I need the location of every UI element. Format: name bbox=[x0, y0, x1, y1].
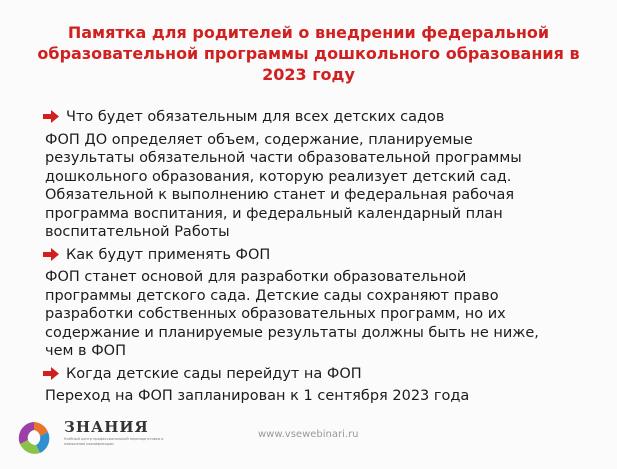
body-line: ФОП станет основой для разработки образовательной bbox=[45, 269, 467, 285]
title-line-1: Памятка для родителей о внедрении федеральной bbox=[67, 23, 550, 42]
body-line: Переход на ФОП запланирован к 1 сентября 2023 года bbox=[45, 388, 470, 404]
brand-subtitle: Учебный центр профессиональной переподготовки и повышения квалификации bbox=[64, 437, 164, 446]
section-heading-2 bbox=[45, 246, 605, 265]
body-line: содержание и планируемые результаты должны быть не ниже, bbox=[45, 324, 539, 341]
arrow-right-icon bbox=[43, 248, 59, 261]
body-line: программы детского сада. Детские сады сохраняют право bbox=[45, 287, 499, 304]
title-line-2: образовательной программы дошкольного образования в bbox=[37, 44, 580, 63]
body-line: разработки собственных образовательных программ, но их bbox=[45, 306, 506, 322]
body-line: программа воспитания, и федеральный календарный план bbox=[45, 205, 503, 222]
body-line: ФОП ДО определяет объем, содержание, планируемые bbox=[45, 131, 473, 148]
body-line: результаты обязательной части образовательной программы bbox=[45, 150, 522, 166]
section-body-1 bbox=[45, 131, 605, 242]
title-line-3: 2023 году bbox=[262, 65, 355, 84]
page-title bbox=[20, 22, 597, 85]
body-line: Обязательной к выполнению станет и федеральная рабочая bbox=[45, 187, 515, 203]
memo-content bbox=[45, 108, 605, 406]
body-line: воспитательной Работы bbox=[45, 224, 230, 240]
arrow-right-icon bbox=[43, 110, 59, 123]
section-heading-1 bbox=[45, 108, 605, 127]
section-heading-label: Когда детские сады перейдут на ФОП bbox=[66, 365, 362, 382]
arrow-right-icon bbox=[43, 367, 59, 380]
section-body-3 bbox=[45, 387, 605, 406]
brand-name: ЗНАНИЯ bbox=[64, 418, 149, 436]
section-heading-3 bbox=[45, 365, 605, 384]
body-line: чем в ФОП bbox=[45, 343, 126, 359]
website-link[interactable]: www.vsewebinari.ru bbox=[258, 429, 359, 440]
znaniya-logo-icon bbox=[14, 418, 54, 458]
section-heading-label: Что будет обязательным для всех детских садов bbox=[66, 109, 445, 125]
section-heading-label: Как будут применять ФОП bbox=[66, 246, 271, 263]
section-body-2 bbox=[45, 268, 605, 361]
body-line: дошкольного образования, которую реализует детский сад. bbox=[45, 168, 512, 185]
